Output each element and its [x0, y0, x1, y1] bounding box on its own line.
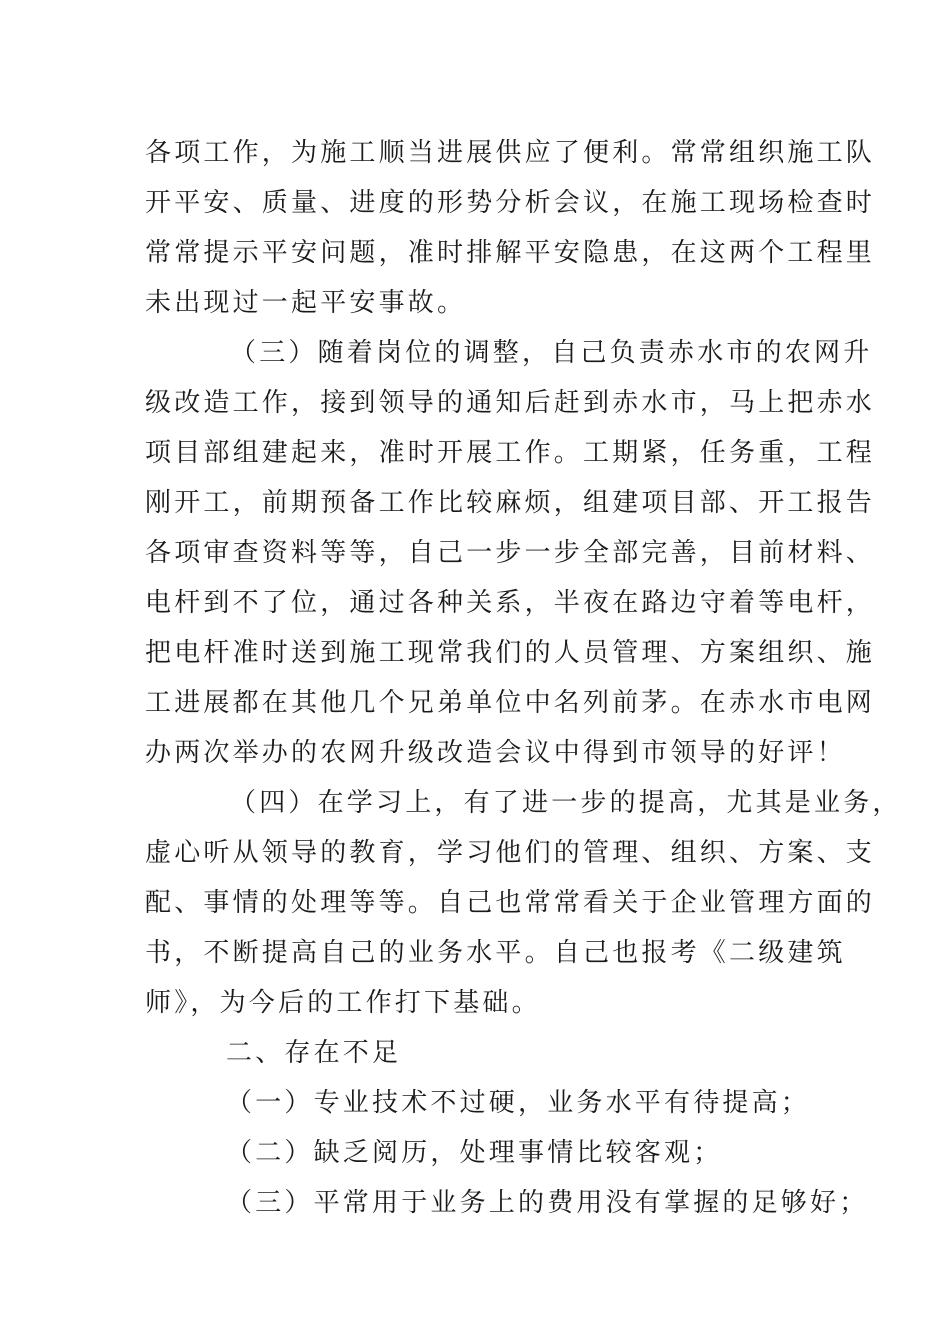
paragraph-line: 工进展都在其他几个兄弟单位中名列前茅。在赤水市电网	[145, 688, 876, 718]
paragraph-line: 办两次举办的农网升级改造会议中得到市领导的好评！	[145, 738, 846, 768]
paragraph-line: 书，不断提高自己的业务水平。自己也报考《二级建筑	[145, 938, 846, 968]
paragraph-line: 项目部组建起来，准时开展工作。工期紧，任务重，工程	[145, 438, 876, 468]
list-item: （二）缺乏阅历，处理事情比较客观；	[226, 1138, 723, 1168]
list-item: （一）专业技术不过硬，业务水平有待提高；	[226, 1088, 811, 1118]
paragraph-line: 虚心听从领导的教育，学习他们的管理、组织、方案、支	[145, 838, 876, 868]
paragraph-line: 各项工作，为施工顺当进展供应了便利。常常组织施工队	[145, 138, 876, 168]
section-heading: 二、存在不足	[226, 1038, 402, 1068]
paragraph-line: 级改造工作，接到领导的通知后赶到赤水市，马上把赤水	[145, 388, 876, 418]
paragraph-line: 配、事情的处理等等。自己也常常看关于企业管理方面的	[145, 888, 876, 918]
paragraph-line: 未出现过一起平安事故。	[145, 288, 467, 318]
paragraph-line: 刚开工，前期预备工作比较麻烦，组建项目部、开工报告	[145, 488, 876, 518]
paragraph-line: （四）在学习上，有了进一步的提高，尤其是业务，	[230, 788, 902, 818]
paragraph-line: 各项审查资料等等，自己一步一步全部完善，目前材料、	[145, 538, 876, 568]
paragraph-line: 开平安、质量、进度的形势分析会议，在施工现场检查时	[145, 188, 876, 218]
paragraph-line: （三）随着岗位的调整，自己负责赤水市的农网升	[230, 338, 873, 368]
paragraph-line: 师》，为今后的工作打下基础。	[145, 988, 541, 1018]
paragraph-line: 常常提示平安问题，准时排解平安隐患，在这两个工程里	[145, 238, 876, 268]
paragraph-line: 电杆到不了位，通过各种关系，半夜在路边守着等电杆，	[145, 588, 876, 618]
paragraph-line: 把电杆准时送到施工现常我们的人员管理、方案组织、施	[145, 638, 876, 668]
list-item: （三）平常用于业务上的费用没有掌握的足够好；	[226, 1188, 869, 1218]
